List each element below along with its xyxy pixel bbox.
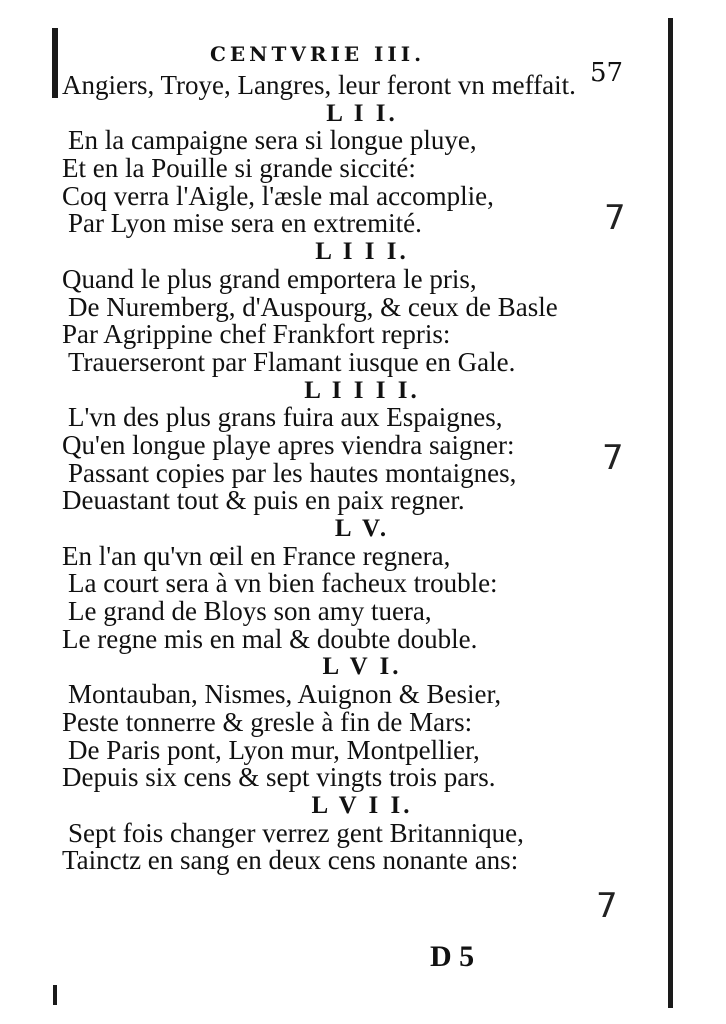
quatrain-number: L V. (334, 515, 390, 542)
verse-line: Depuis six cens & sept vingts trois pars. (62, 762, 496, 793)
binding-shadow (52, 28, 58, 98)
quatrain-number: L V I. (322, 653, 402, 681)
verse-line: Trauerseront par Flamant iusque en Gale. (68, 346, 516, 377)
quatrain-number: L I I I. (315, 238, 409, 266)
quatrain-text-block (62, 72, 662, 875)
verse-line: Sept fois changer verrez gent Britannique, (68, 817, 524, 848)
verse-line: Le grand de Bloys son amy tuera, (68, 596, 432, 627)
page-number: 57 (590, 58, 624, 88)
verse-line: Coq verra l'Aigle, l'æsle mal accomplie, (62, 180, 494, 211)
running-title: CENTVRIE III. (210, 42, 426, 66)
verse-line: De Nuremberg, d'Auspourg, & ceux de Basle (68, 291, 558, 322)
verse-line: Qu'en longue playe apres viendra saigner: (62, 429, 515, 460)
verse-line: La court sera à vn bien facheux trouble: (68, 568, 498, 599)
binding-shadow-lower (53, 985, 57, 1005)
quatrain-number: L I I I I. (304, 376, 420, 404)
quatrain-number: L I I. (326, 99, 398, 127)
verse-line: Par Agrippine chef Frankfort repris: (62, 319, 451, 350)
verse-line: Quand le plus grand emportera le pris, (62, 263, 477, 294)
verse-line: Deuastant tout & puis en paix regner. (62, 485, 465, 516)
verse-line: Le regne mis en mal & doubte double. (62, 623, 478, 654)
margin-mark-1: 7 (604, 198, 626, 238)
verse-line: Peste tonnerre & gresle à fin de Mars: (62, 706, 473, 737)
verse-line: Passant copies par les hautes montaignes, (68, 457, 517, 488)
margin-mark-2: 7 (602, 438, 624, 478)
verse-line: Par Lyon mise sera en extremité. (68, 208, 422, 239)
page-edge-shadow (668, 18, 673, 1008)
margin-mark-3: 7 (596, 886, 618, 926)
quatrain-number: L V I I. (311, 791, 413, 819)
signature-mark: D 5 (430, 940, 475, 973)
verse-line: Angiers, Troye, Langres, leur feront vn meffait. (62, 70, 576, 100)
verse-line: De Paris pont, Lyon mur, Montpellier, (68, 734, 480, 765)
verse-line: En la campaigne sera si longue pluye, (68, 125, 477, 156)
verse-line: En l'an qu'vn œil en France regnera, (62, 540, 451, 571)
verse-line: Tainctz en sang en deux cens nonante ans: (62, 845, 519, 876)
verse-line: L'vn des plus grans fuira aux Espaignes, (68, 402, 503, 433)
verse-line: Et en la Pouille si grande siccité: (62, 153, 416, 184)
verse-line: Montauban, Nismes, Auignon & Besier, (68, 679, 502, 710)
